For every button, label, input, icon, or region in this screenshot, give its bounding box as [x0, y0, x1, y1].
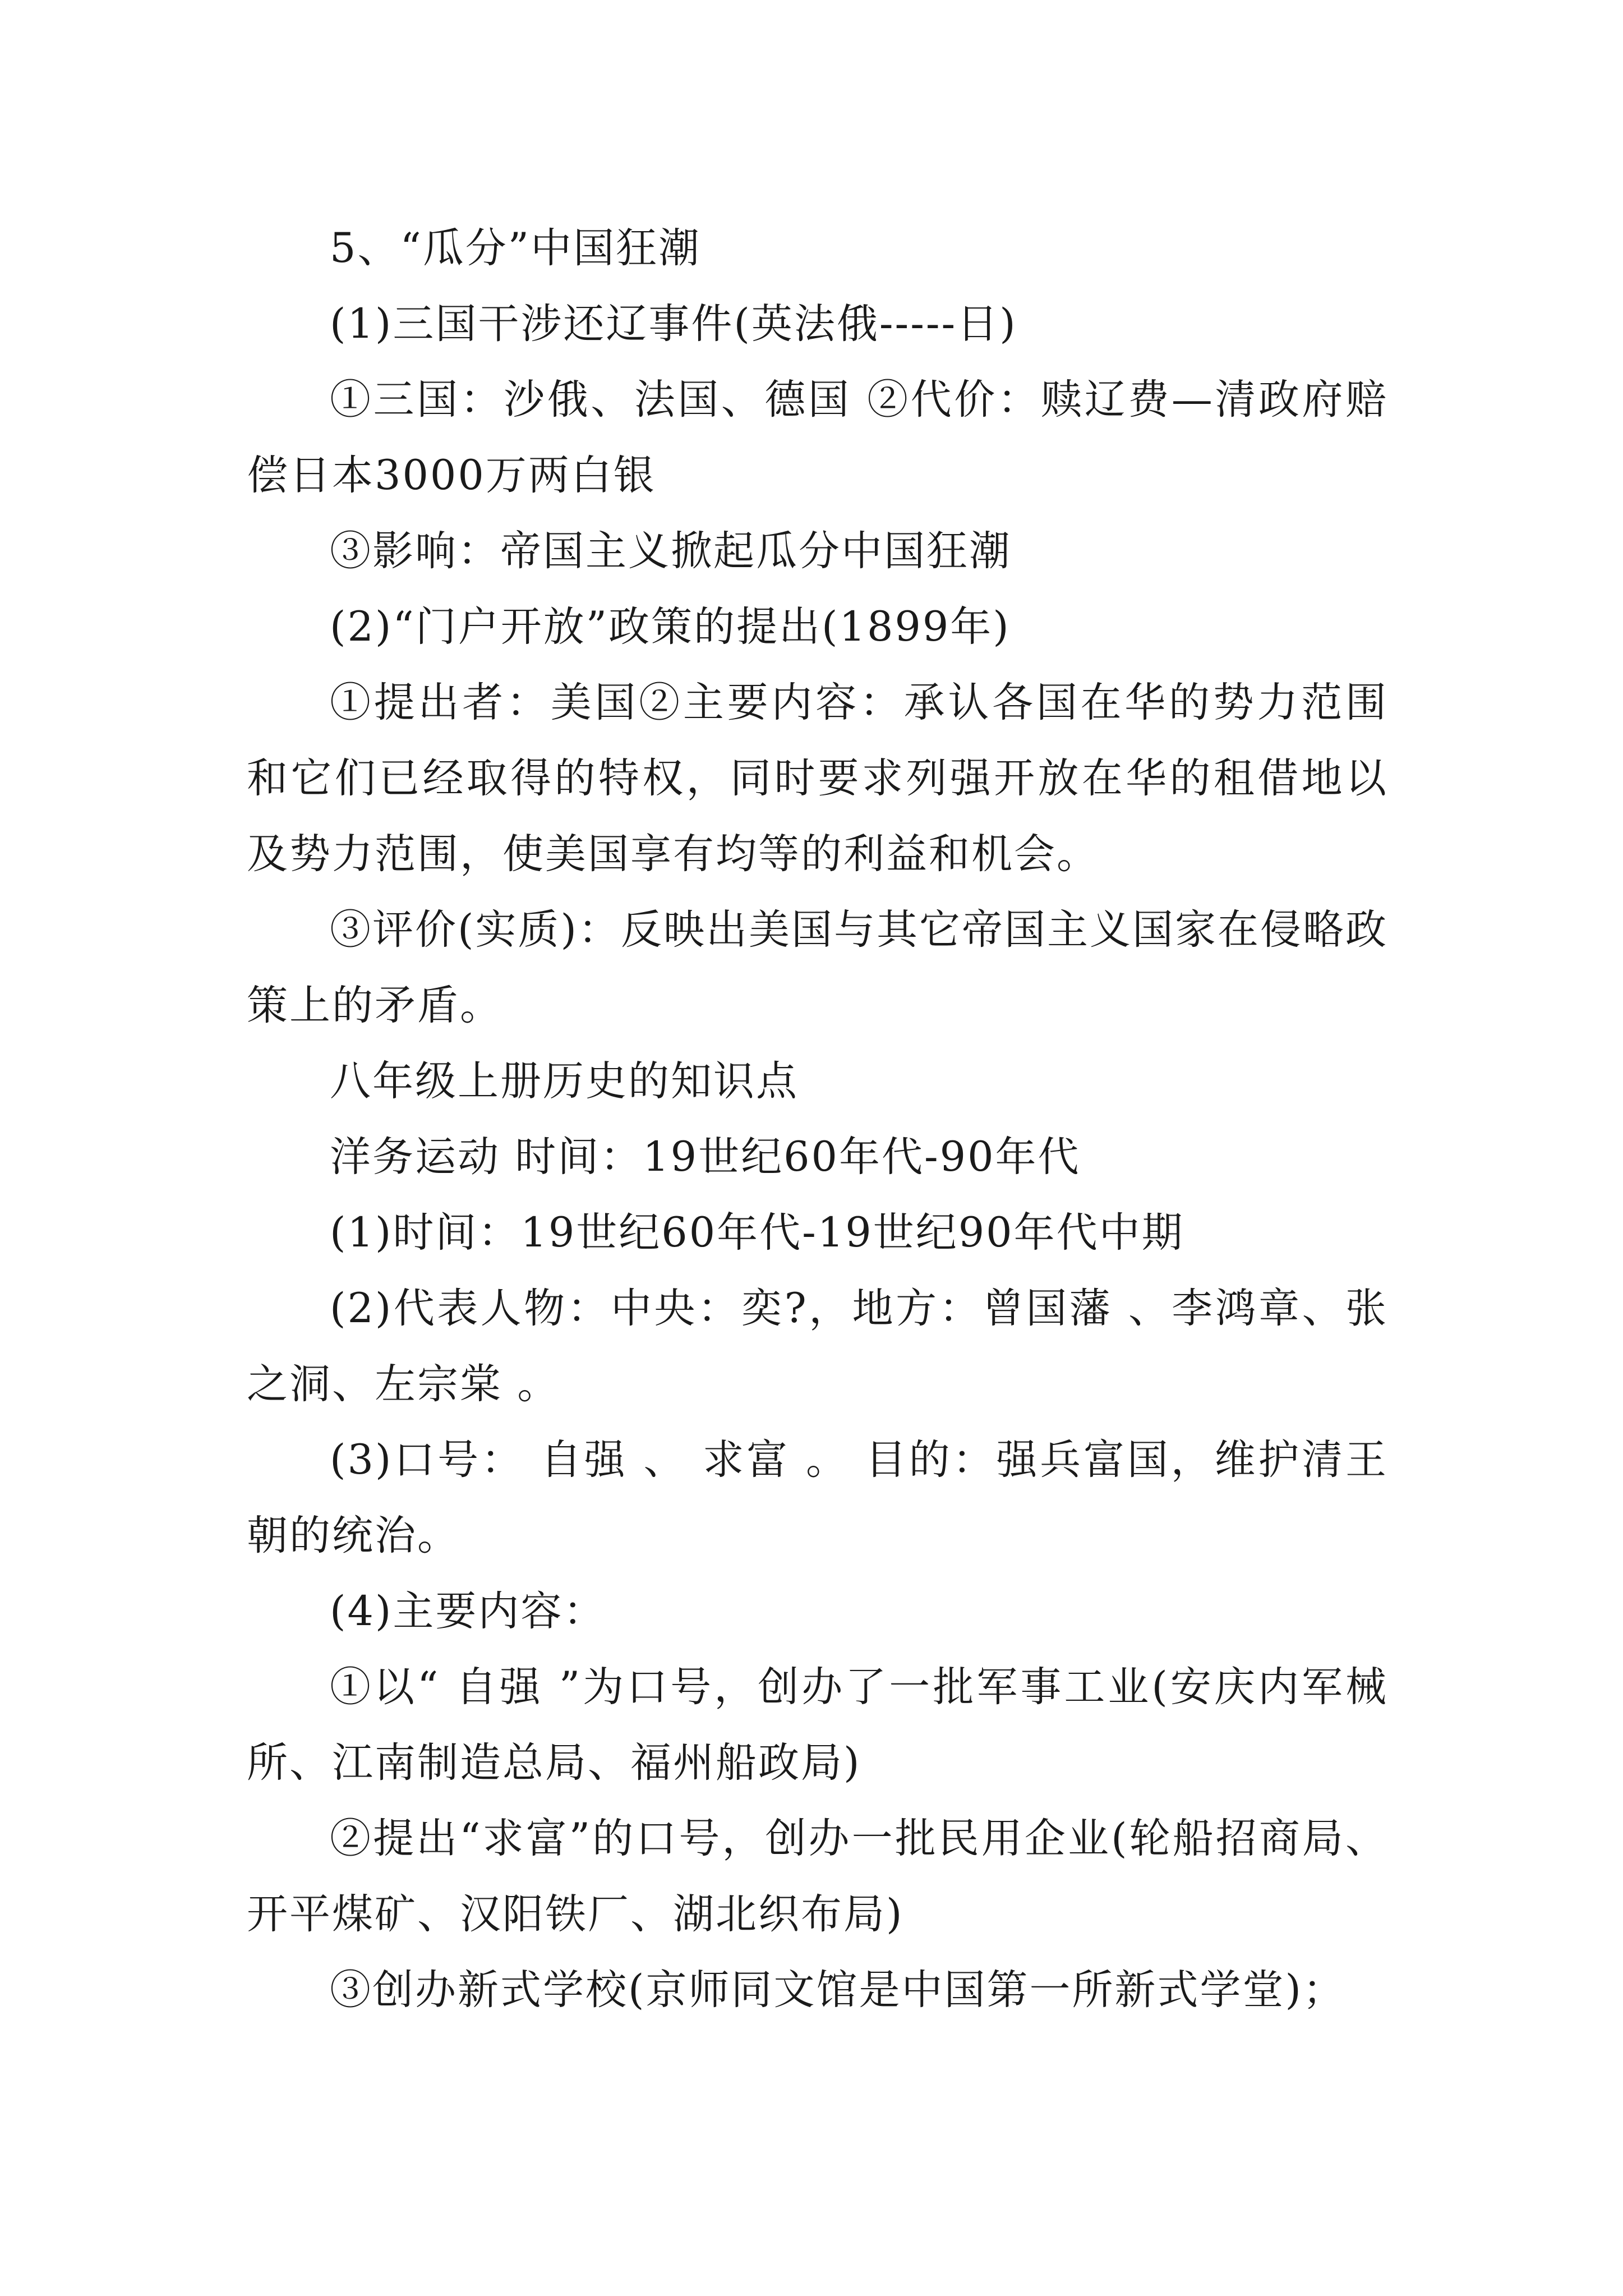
- paragraph: (3)口号： 自强 、 求富 。 目的：强兵富国，维护清王朝的统治。: [247, 1436, 1388, 1559]
- paragraph: ②提出“求富”的口号，创办一批民用企业(轮船招商局、开平煤矿、汉阳铁厂、湖北织布局): [247, 1815, 1388, 1938]
- paragraph: (1)时间：19世纪60年代-19世纪90年代中期: [330, 1209, 1184, 1257]
- section-heading-knowledge-points: 八年级上册历史的知识点: [330, 1057, 799, 1105]
- document-body: [247, 210, 1388, 2028]
- section-heading-partition: 5、“瓜分”中国狂潮: [330, 224, 702, 272]
- paragraph: (2)代表人物：中央：奕?，地方：曾国藩 、李鸿章、张之洞、左宗棠 。: [247, 1285, 1388, 1408]
- paragraph: 洋务运动 时间：19世纪60年代-90年代: [330, 1133, 1081, 1181]
- paragraph: (1)三国干涉还辽事件(英法俄-----日): [330, 300, 1017, 348]
- paragraph: (2)“门户开放”政策的提出(1899年): [330, 603, 1011, 651]
- paragraph: ③评价(实质)：反映出美国与其它帝国主义国家在侵略政策上的矛盾。: [247, 906, 1388, 1029]
- paragraph: ③影响：帝国主义掀起瓜分中国狂潮: [330, 527, 1012, 575]
- paragraph: ①提出者：美国②主要内容：承认各国在华的势力范围和它们已经取得的特权，同时要求列强开放在华的租借地以及势力范围，使美国享有均等的利益和机会。: [247, 679, 1388, 878]
- paragraph: ①三国：沙俄、法国、德国 ②代价：赎辽费—清政府赔偿日本3000万两白银: [247, 376, 1388, 499]
- paragraph: ③创办新式学校(京师同文馆是中国第一所新式学堂)；: [330, 1966, 1345, 2014]
- paragraph: ①以“ 自强 ”为口号，创办了一批军事工业(安庆内军械所、江南制造总局、福州船政局): [247, 1663, 1388, 1787]
- paragraph: (4)主要内容：: [330, 1588, 606, 1635]
